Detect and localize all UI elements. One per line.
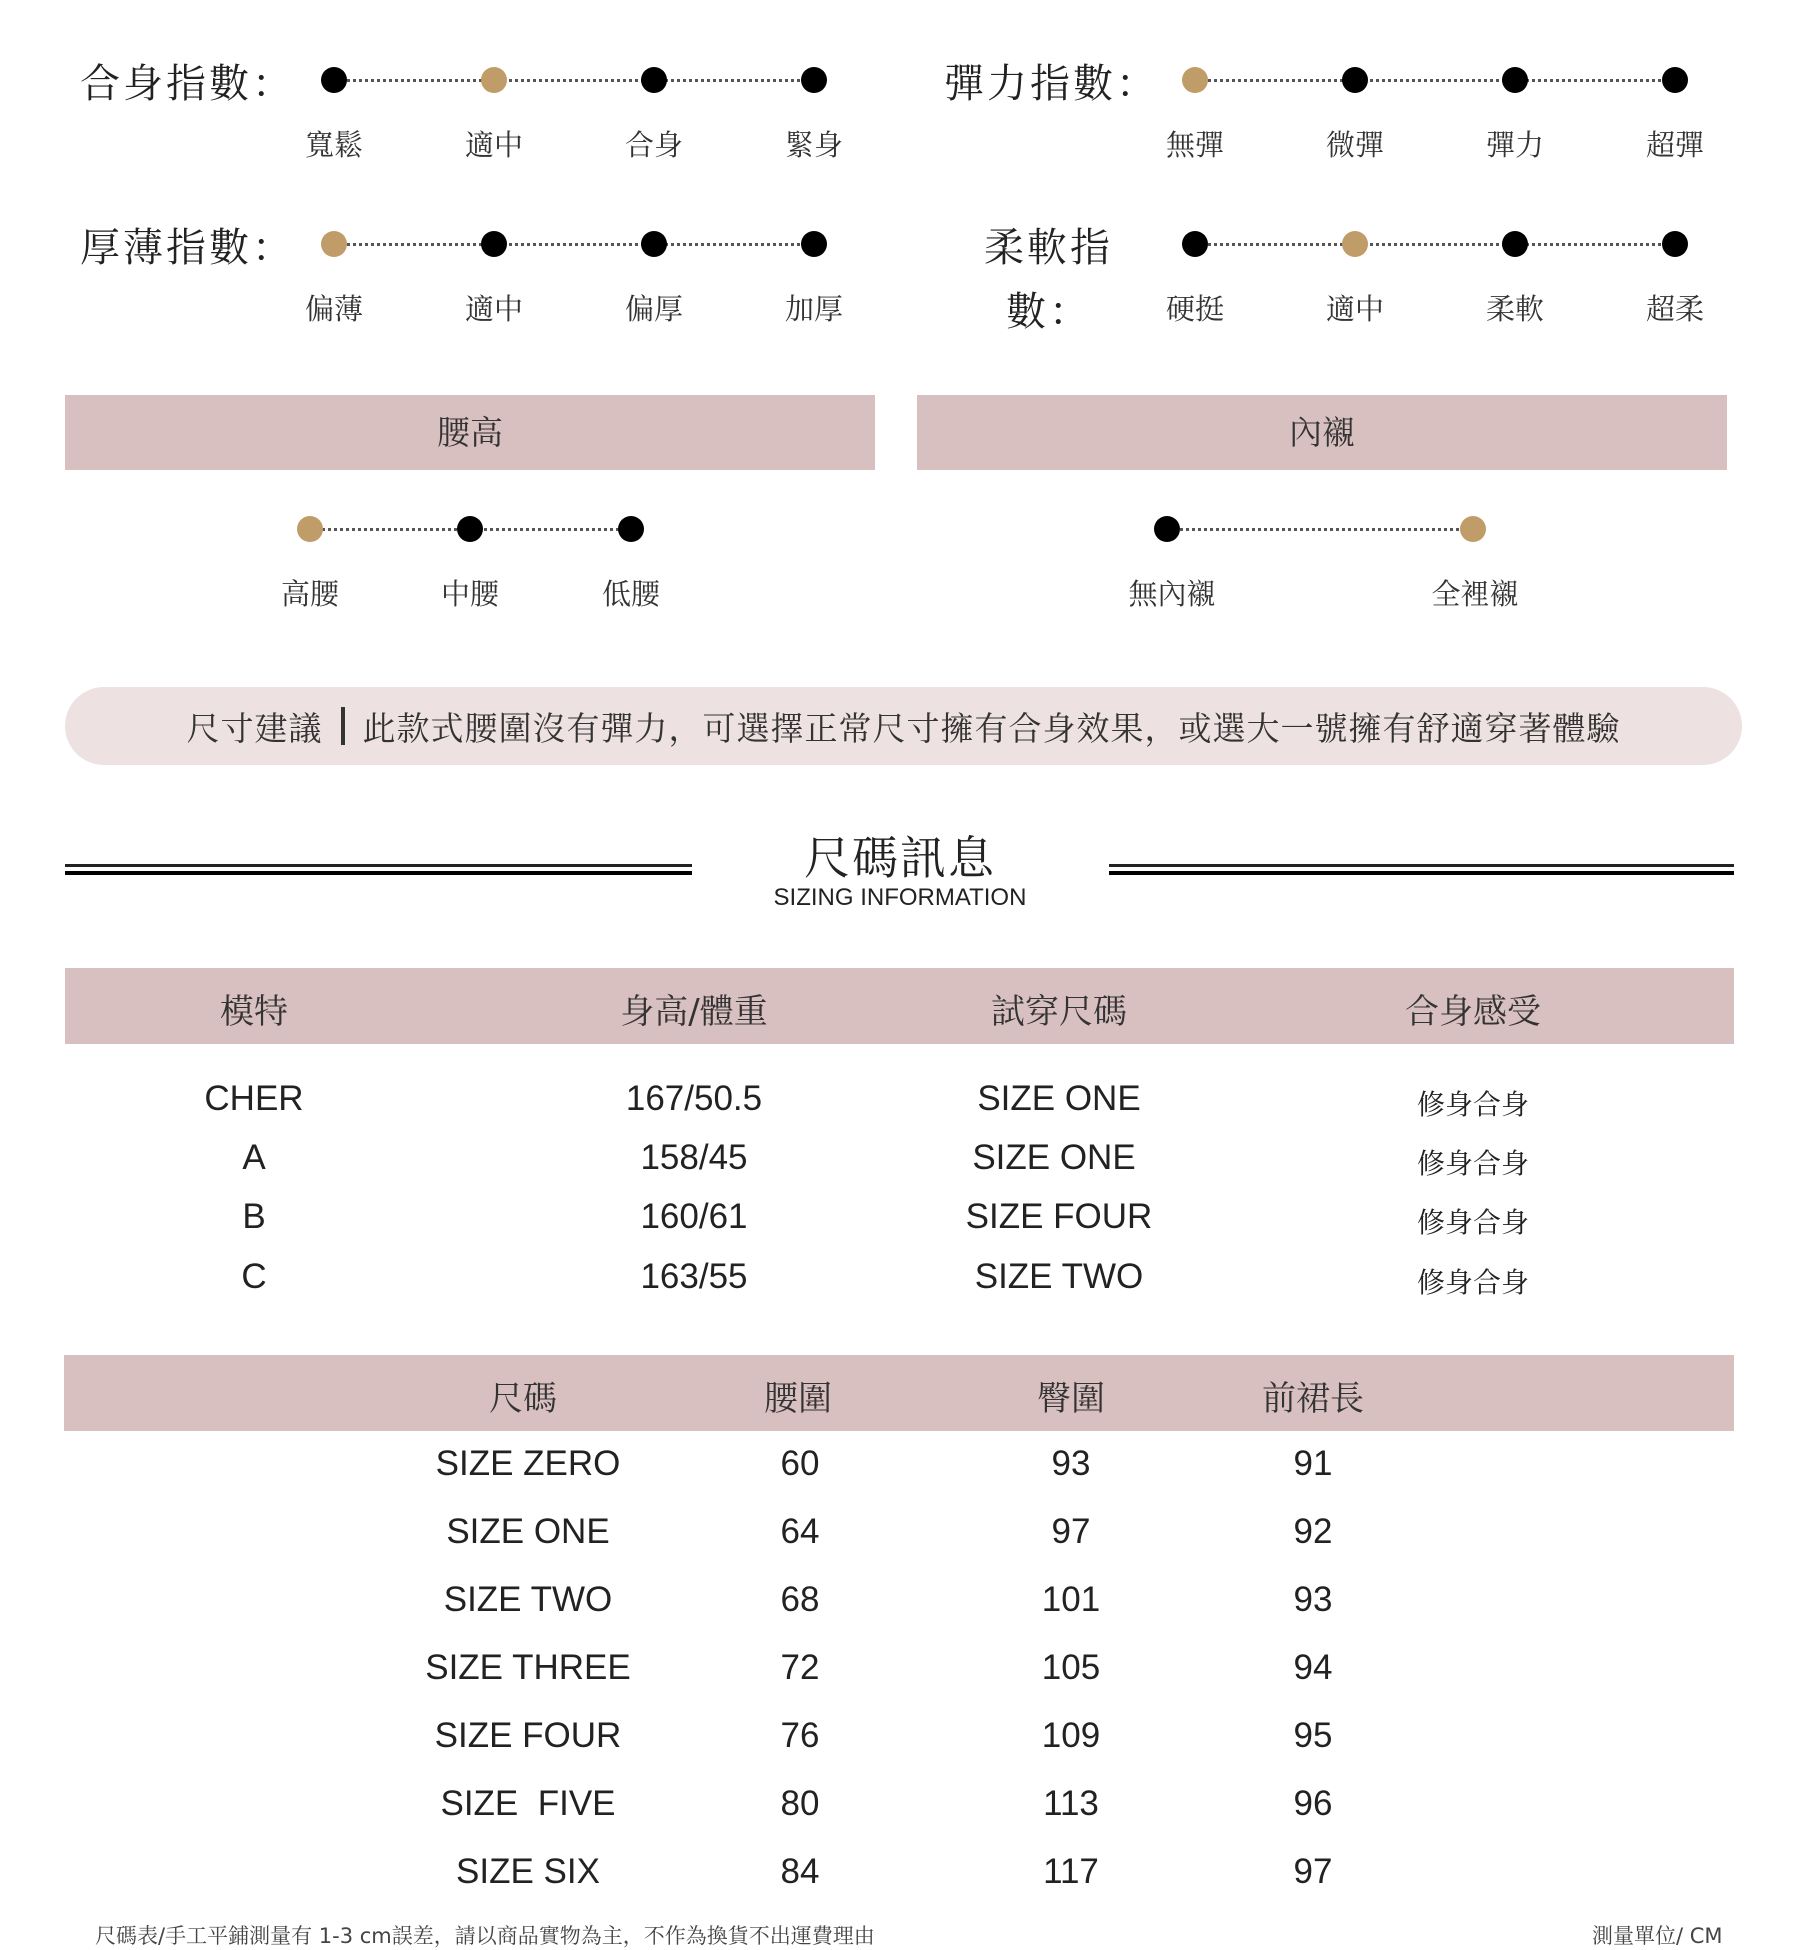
size-hip: 117 [1043,1852,1099,1891]
lining-dot-none [1154,516,1180,542]
model-name: C [241,1257,267,1296]
model-trial-size: SIZE FOUR [965,1197,1153,1236]
fit-option-label: 適中 [464,128,523,162]
thickness-option-label: 偏薄 [304,292,363,326]
size-table-header-band [64,1355,1734,1431]
thickness-index-title: 厚薄指數： [80,225,295,271]
model-height-weight: 163/55 [640,1257,748,1296]
thickness-option-label: 加厚 [784,292,843,326]
model-height-weight: 167/50.5 [625,1079,763,1118]
model-trial-size: SIZE TWO [974,1257,1144,1296]
size-front-length: 93 [1293,1580,1333,1619]
fit-dot-fitted [641,67,667,93]
waist-height-band [65,395,875,470]
fit-option-label: 緊身 [784,128,843,162]
section-rule-left-thick [65,871,692,875]
softness-dot-super [1662,231,1688,257]
thickness-dot-extra [801,231,827,257]
model-name: A [242,1138,266,1177]
elasticity-index-title: 彈力指數： [944,61,1159,107]
elasticity-dot-elastic [1502,67,1528,93]
model-name: CHER [204,1079,304,1118]
fit-dot-loose [321,67,347,93]
divider-bar [341,707,345,745]
softness-option-label: 柔軟 [1485,292,1544,326]
size-suggestion-text: 此款式腰圍沒有彈力，可選擇正常尺寸擁有合身效果，或選大一號擁有舒適穿著體驗 [362,708,1621,748]
section-rule-right-thin [1109,864,1734,867]
fit-index-track [334,79,814,82]
size-waist: 80 [780,1784,820,1823]
model-header-model: 模特 [220,992,288,1032]
size-waist: 72 [780,1648,820,1687]
elasticity-dot-none-selected [1182,67,1208,93]
section-rule-right-thick [1109,871,1734,875]
fit-index-title: 合身指數： [80,61,295,107]
waist-dot-mid [457,516,483,542]
model-trial-size: SIZE ONE [972,1138,1136,1177]
size-suggestion-label: 尺寸建議 [186,708,323,748]
elasticity-option-label: 無彈 [1165,128,1224,162]
size-hip: 105 [1041,1648,1101,1687]
waist-dot-low [618,516,644,542]
size-waist: 64 [780,1512,820,1551]
softness-dot-soft [1502,231,1528,257]
size-waist: 60 [780,1444,820,1483]
size-name: SIZE SIX [456,1852,600,1891]
thickness-index-track [334,243,814,246]
waist-height-header: 腰高 [437,413,503,452]
lining-option-label: 無內襯 [1128,577,1216,611]
thickness-dot-thick [641,231,667,257]
size-front-length: 91 [1293,1444,1333,1483]
size-name: SIZE ONE [446,1512,610,1551]
waist-option-label: 低腰 [601,577,660,611]
elasticity-option-label: 微彈 [1325,128,1384,162]
size-name: SIZE FIVE [440,1784,616,1823]
softness-index-track [1195,243,1675,246]
size-header-size: 尺碼 [489,1379,557,1419]
section-rule-left-thin [65,864,692,867]
size-name: SIZE TWO [443,1580,613,1619]
size-hip: 113 [1043,1784,1099,1823]
size-hip: 109 [1041,1716,1101,1755]
model-trial-size: SIZE ONE [977,1079,1141,1118]
elasticity-dot-super [1662,67,1688,93]
model-header-trial-size: 試穿尺碼 [991,992,1127,1032]
lining-header: 內襯 [1289,413,1355,452]
softness-index-title-line1: 柔軟指 [984,225,1113,271]
size-header-waist: 腰圍 [764,1379,832,1419]
model-fit-feeling: 修身合身 [1416,1147,1529,1180]
lining-option-label: 全裡襯 [1431,577,1519,611]
size-header-front-length: 前裙長 [1262,1379,1364,1419]
thickness-dot-medium [481,231,507,257]
model-fit-feeling: 修身合身 [1416,1206,1529,1239]
model-height-weight: 158/45 [640,1138,748,1177]
model-header-fit-feeling: 合身感受 [1405,992,1541,1032]
size-name: SIZE FOUR [434,1716,622,1755]
model-header-height-weight: 身高/體重 [620,992,768,1032]
waist-option-label: 中腰 [440,577,499,611]
elasticity-option-label: 彈力 [1485,128,1544,162]
size-front-length: 96 [1293,1784,1333,1823]
size-hip: 97 [1051,1512,1091,1551]
size-name: SIZE THREE [425,1648,631,1687]
size-name: SIZE ZERO [435,1444,621,1483]
size-waist: 68 [780,1580,820,1619]
softness-dot-stiff [1182,231,1208,257]
softness-index-title-line2: 數： [1006,289,1092,335]
lining-track [1167,528,1473,531]
size-header-hip: 臀圍 [1037,1379,1105,1419]
section-title: 尺碼訊息 [804,831,996,885]
size-front-length: 97 [1293,1852,1333,1891]
size-waist: 76 [780,1716,820,1755]
thickness-option-label: 適中 [464,292,523,326]
softness-dot-medium-selected [1342,231,1368,257]
elasticity-index-track [1195,79,1675,82]
elasticity-dot-slight [1342,67,1368,93]
size-front-length: 95 [1293,1716,1333,1755]
thickness-dot-thin-selected [321,231,347,257]
fit-dot-tight [801,67,827,93]
softness-option-label: 硬挺 [1165,292,1224,326]
measurement-unit: 測量單位/ CM [1592,1924,1723,1948]
thickness-option-label: 偏厚 [624,292,683,326]
fit-option-label: 寬鬆 [304,128,363,162]
fit-dot-medium-selected [481,67,507,93]
elasticity-option-label: 超彈 [1645,128,1704,162]
model-fit-feeling: 修身合身 [1416,1088,1529,1121]
lining-band [917,395,1727,470]
lining-dot-full-selected [1460,516,1486,542]
size-suggestion-banner [65,687,1742,765]
section-subtitle: SIZING INFORMATION [773,884,1027,911]
size-front-length: 94 [1293,1648,1333,1687]
size-waist: 84 [780,1852,820,1891]
waist-option-label: 高腰 [280,577,339,611]
model-name: B [242,1197,266,1236]
softness-option-label: 適中 [1325,292,1384,326]
size-hip: 101 [1041,1580,1101,1619]
size-front-length: 92 [1293,1512,1333,1551]
model-height-weight: 160/61 [640,1197,748,1236]
waist-dot-high-selected [297,516,323,542]
softness-option-label: 超柔 [1645,292,1704,326]
size-hip: 93 [1051,1444,1091,1483]
measurement-note: 尺碼表/手工平鋪測量有 1-3 cm誤差，請以商品實物為主，不作為換貨不出運費理由 [95,1924,875,1948]
fit-option-label: 合身 [624,128,683,162]
model-fit-feeling: 修身合身 [1416,1266,1529,1299]
